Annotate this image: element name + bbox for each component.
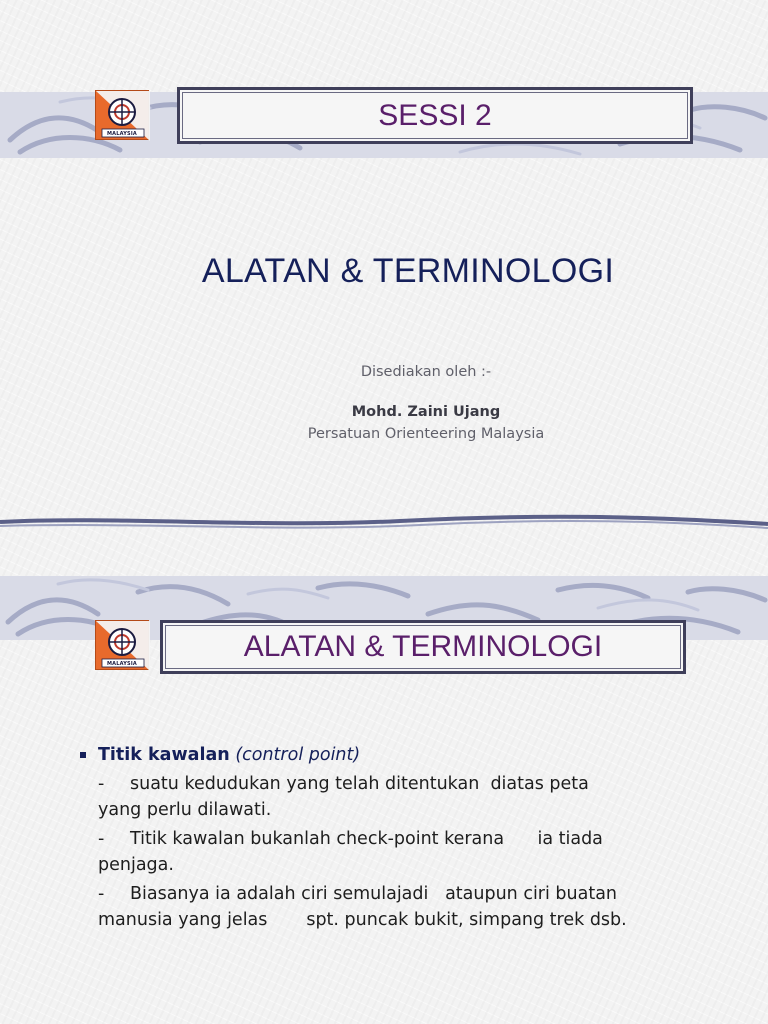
sub-dash: -	[98, 829, 105, 849]
logo-label: MALAYSIA	[107, 661, 137, 667]
author-name: Mohd. Zaini Ujang	[351, 404, 501, 420]
slide-divider-wave	[0, 512, 768, 534]
sub-point-1	[78, 771, 738, 823]
sub-point-3	[78, 881, 738, 933]
sub-point-text: Biasanya ia adalah ciri semulajadi ataupun ciri buatan	[130, 884, 618, 904]
slide-title: ALATAN & TERMINOLOGI	[243, 630, 603, 663]
sub-dash: -	[98, 774, 105, 794]
bullet-item	[78, 742, 738, 768]
prepared-by-label: Disediakan oleh :-	[360, 364, 492, 380]
logo-label: MALAYSIA	[107, 131, 137, 137]
sub-dash: -	[98, 884, 105, 904]
sub-point-text: penjaga.	[98, 855, 174, 875]
sub-point-2	[78, 826, 738, 878]
sub-point-text: manusia yang jelas spt. puncak bukit, simpang trek dsb.	[98, 910, 627, 930]
main-title: ALATAN & TERMINOLOGI	[201, 252, 615, 290]
sub-point-text: Titik kawalan bukanlah check-point kerana ia tiada	[130, 829, 603, 849]
bullet-gloss: (control point)	[235, 745, 361, 765]
sub-point-text: suatu kedudukan yang telah ditentukan diatas peta	[130, 774, 589, 794]
content-bullet-list	[78, 742, 738, 933]
slide-title-box	[160, 620, 686, 674]
sub-point-text: yang perlu dilawati.	[98, 800, 272, 820]
bullet-square-icon	[80, 752, 86, 758]
orienteering-logo	[95, 620, 149, 670]
organization-name: Persatuan Orienteering Malaysia	[307, 426, 545, 442]
orienteering-logo	[95, 90, 149, 140]
session-title-box	[177, 87, 693, 144]
session-title: SESSI 2	[378, 98, 492, 132]
bullet-term: Titik kawalan	[98, 745, 230, 765]
